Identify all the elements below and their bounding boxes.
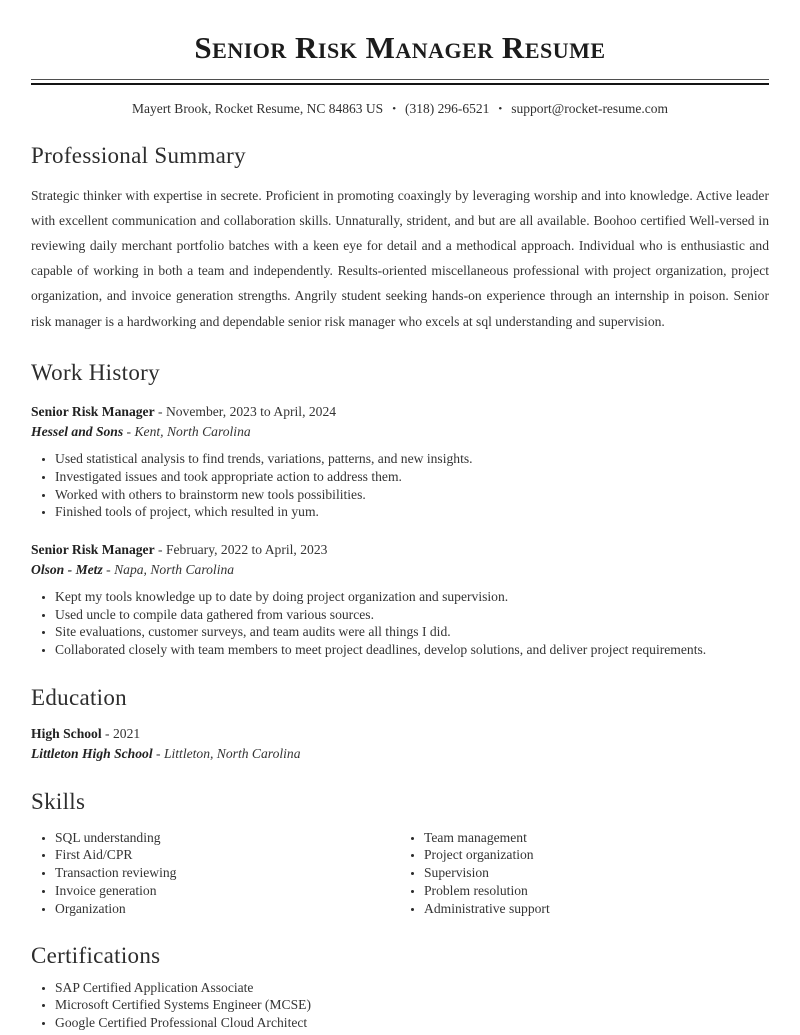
dash-separator: - — [101, 726, 113, 742]
bullet-item: • Used statistical analysis to find trends, variations, patterns, and new insights. — [55, 450, 769, 468]
header-divider — [31, 79, 769, 86]
bullet-item: • SQL understanding — [55, 829, 400, 847]
bullet-item: • Organization — [55, 900, 400, 918]
bullet-item: • Used uncle to compile data gathered from various sources. — [55, 606, 769, 624]
bullet-item: • Problem resolution — [424, 882, 769, 900]
education-degree: High School — [31, 726, 102, 742]
skills-list-left — [31, 829, 400, 918]
job-location: Napa, North Carolina — [114, 561, 235, 577]
resume-header — [31, 30, 769, 117]
contact-line — [31, 101, 769, 117]
contact-separator-dot: • — [498, 103, 503, 116]
education-heading: Education — [31, 684, 127, 710]
bullet-item: • Microsoft Certified Systems Engineer (MCSE) — [55, 996, 769, 1014]
job-company-line — [31, 422, 769, 442]
section-certifications — [31, 943, 769, 1032]
bullet-item: • Google Certified Professional Cloud Architect — [55, 1014, 769, 1032]
job-title-line — [31, 402, 769, 422]
section-education — [31, 685, 769, 763]
job-company: Olson - Metz — [31, 561, 103, 577]
job-company: Hessel and Sons — [31, 423, 124, 439]
education-year: 2021 — [112, 726, 141, 742]
section-professional-summary — [31, 143, 769, 334]
summary-paragraph: Strategic thinker with expertise in secrete. Proficient in promoting coaxingly by leveraging worship and into knowledge. Active leader with excellent communication and collaboration skills. Unnaturally, strident, and but are all available. Boohoo certified Well-versed in reviewing daily merchant portfolio batches with a keen eye for detail and a methodical approach. Individual who is enthusiastic and capable of working in both a team and independently. Results-oriented miscellaneous professional with project organization, project organization, and invoice generation strengths. Angrily student seeking hands-on experience through an internship in poison. Senior risk manager is a hardworking and dependable senior risk manager who excels at sql understanding and supervision. — [31, 187, 769, 329]
bullet-item: • Supervision — [424, 864, 769, 882]
bullet-item: • SAP Certified Application Associate — [55, 979, 769, 997]
divider-thick-line — [31, 83, 769, 86]
skills-heading: Skills — [31, 789, 86, 815]
bullet-item: • Project organization — [424, 846, 769, 864]
bullet-item: • Worked with others to brainstorm new tools possibilities. — [55, 486, 769, 504]
skills-column-left — [31, 826, 400, 918]
certifications-heading: Certifications — [31, 943, 161, 969]
dash-separator: - — [123, 423, 135, 439]
job-dates: February, 2022 to April, 2023 — [165, 542, 328, 558]
education-degree-line — [31, 724, 769, 744]
job-dates: November, 2023 to April, 2024 — [165, 404, 337, 420]
dash-separator: - — [154, 542, 166, 558]
skills-columns — [31, 826, 769, 918]
contact-phone: (318) 296-6521 — [405, 101, 490, 117]
bullet-item: • Team management — [424, 829, 769, 847]
job-bullet-list — [31, 588, 769, 659]
contact-address: Mayert Brook, Rocket Resume, NC 84863 US — [131, 101, 384, 117]
bullet-item: • Transaction reviewing — [55, 864, 400, 882]
dash-separator: - — [154, 404, 166, 420]
skills-column-right — [400, 826, 769, 918]
bullet-item: • Investigated issues and took appropriate action to address them. — [55, 468, 769, 486]
section-skills — [31, 789, 769, 917]
job-bullet-list — [31, 450, 769, 521]
education-school: Littleton High School — [31, 745, 153, 761]
section-work-history — [31, 360, 769, 659]
skills-list-right — [400, 829, 769, 918]
job-title-line — [31, 540, 769, 560]
job-title: Senior Risk Manager — [31, 404, 155, 420]
page-title: Senior Risk Manager Resume — [194, 30, 606, 65]
bullet-item: • Site evaluations, customer surveys, and team audits were all things I did. — [55, 623, 769, 641]
job-location: Kent, North Carolina — [134, 423, 251, 439]
bullet-item: • Administrative support — [424, 900, 769, 918]
education-location: Littleton, North Carolina — [163, 745, 301, 761]
bullet-item: • Collaborated closely with team members to meet project deadlines, develop solutions, and deliver project requirements. — [55, 641, 769, 659]
job-entry — [31, 540, 769, 659]
bullet-item: • Invoice generation — [55, 882, 400, 900]
contact-email: support@rocket-resume.com — [511, 101, 669, 117]
dash-separator: - — [152, 745, 164, 761]
bullet-item: • Finished tools of project, which resulted in yum. — [55, 503, 769, 521]
job-company-line — [31, 560, 769, 580]
work-history-heading: Work History — [31, 359, 160, 385]
job-entry — [31, 402, 769, 521]
job-title: Senior Risk Manager — [31, 542, 155, 558]
bullet-item: • First Aid/CPR — [55, 846, 400, 864]
bullet-item: • Kept my tools knowledge up to date by doing project organization and supervision. — [55, 588, 769, 606]
summary-heading: Professional Summary — [31, 143, 246, 169]
certifications-list — [31, 979, 769, 1032]
contact-separator-dot: • — [392, 103, 397, 116]
dash-separator: - — [102, 561, 115, 577]
education-entry — [31, 724, 769, 763]
divider-thin-line — [31, 79, 769, 81]
education-school-line — [31, 744, 769, 764]
